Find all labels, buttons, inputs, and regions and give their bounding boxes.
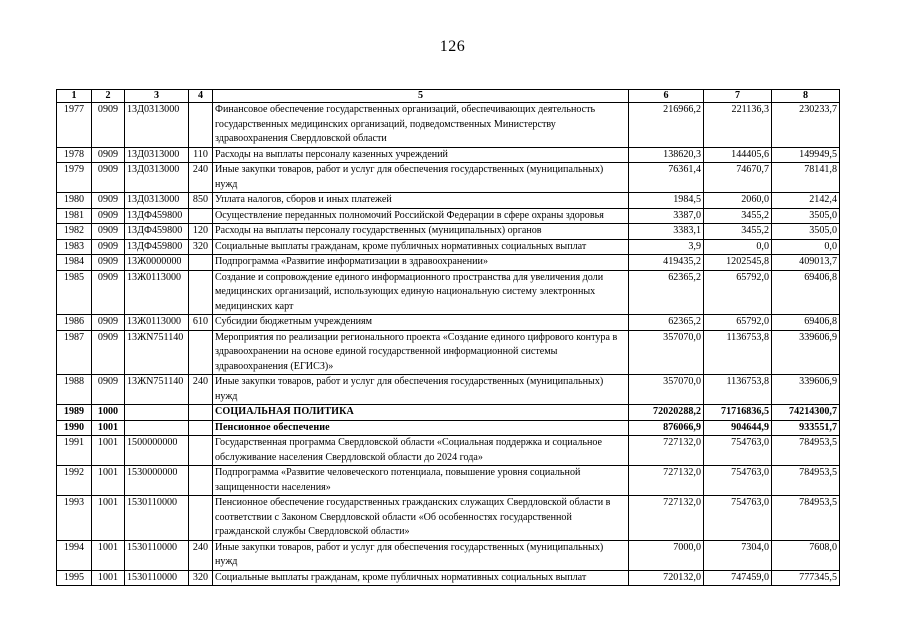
row-number-cell: 1988 [57, 375, 92, 405]
row-number-cell: 1981 [57, 208, 92, 224]
column-header: 1 [57, 90, 92, 103]
amount-2023-cell: 65792,0 [704, 270, 772, 315]
amount-2024-cell: 784953,5 [772, 466, 840, 496]
amount-2024-cell: 78141,8 [772, 163, 840, 193]
description-cell: Создание и сопровождение единого информационного пространства для увеличения доли медицинских организаций, использующих единую национальную систему электронных медицинских карт [213, 270, 629, 315]
table-row [57, 239, 840, 255]
table-row [57, 420, 840, 436]
expense-type-cell: 320 [189, 239, 213, 255]
expense-type-cell [189, 330, 213, 375]
description-cell: Иные закупки товаров, работ и услуг для обеспечения государственных (муниципальных) нужд [213, 163, 629, 193]
row-number-cell: 1978 [57, 147, 92, 163]
target-item-cell: 13ДФ459800 [125, 224, 189, 240]
column-header: 5 [213, 90, 629, 103]
table-row [57, 540, 840, 570]
column-header: 4 [189, 90, 213, 103]
section-code-cell: 1001 [92, 540, 125, 570]
row-number-cell: 1986 [57, 315, 92, 331]
target-item-cell: 13Ж0113000 [125, 315, 189, 331]
amount-2023-cell: 904644,9 [704, 420, 772, 436]
section-code-cell: 0909 [92, 270, 125, 315]
column-header: 8 [772, 90, 840, 103]
expense-type-cell: 120 [189, 224, 213, 240]
amount-2022-cell: 72020288,2 [629, 405, 704, 421]
description-cell: Финансовое обеспечение государственных организаций, обеспечивающих деятельность государственных медицинских организаций, подведомственных Министерству здравоохранения Свердловской области [213, 103, 629, 148]
amount-2024-cell: 7608,0 [772, 540, 840, 570]
row-number-cell: 1979 [57, 163, 92, 193]
expense-type-cell: 240 [189, 375, 213, 405]
description-cell: Иные закупки товаров, работ и услуг для обеспечения государственных (муниципальных) нужд [213, 375, 629, 405]
description-cell: Государственная программа Свердловской области «Социальная поддержка и социальное обслуживание населения Свердловской области до 2024 года» [213, 436, 629, 466]
amount-2022-cell: 76361,4 [629, 163, 704, 193]
table-row [57, 330, 840, 375]
expense-type-cell [189, 436, 213, 466]
target-item-cell: 1530110000 [125, 570, 189, 586]
amount-2022-cell: 216966,2 [629, 103, 704, 148]
amount-2023-cell: 2060,0 [704, 193, 772, 209]
row-number-cell: 1989 [57, 405, 92, 421]
amount-2023-cell: 747459,0 [704, 570, 772, 586]
amount-2024-cell: 339606,9 [772, 330, 840, 375]
amount-2023-cell: 3455,2 [704, 208, 772, 224]
section-code-cell: 0909 [92, 315, 125, 331]
section-code-cell: 1001 [92, 420, 125, 436]
amount-2022-cell: 357070,0 [629, 375, 704, 405]
amount-2024-cell: 0,0 [772, 239, 840, 255]
amount-2023-cell: 754763,0 [704, 496, 772, 541]
expense-type-cell: 240 [189, 163, 213, 193]
description-cell: Подпрограмма «Развитие человеческого потенциала, повышение уровня социальной защищенности населения» [213, 466, 629, 496]
description-cell: Пенсионное обеспечение [213, 420, 629, 436]
description-cell: Расходы на выплаты персоналу казенных учреждений [213, 147, 629, 163]
amount-2022-cell: 3383,1 [629, 224, 704, 240]
column-header: 7 [704, 90, 772, 103]
section-code-cell: 1001 [92, 570, 125, 586]
amount-2023-cell: 1202545,8 [704, 255, 772, 271]
amount-2022-cell: 3387,0 [629, 208, 704, 224]
amount-2023-cell: 754763,0 [704, 466, 772, 496]
section-code-cell: 1001 [92, 496, 125, 541]
target-item-cell: 1530000000 [125, 466, 189, 496]
section-code-cell: 0909 [92, 375, 125, 405]
amount-2023-cell: 1136753,8 [704, 330, 772, 375]
table-row [57, 224, 840, 240]
target-item-cell: 1500000000 [125, 436, 189, 466]
amount-2024-cell: 784953,5 [772, 496, 840, 541]
amount-2022-cell: 720132,0 [629, 570, 704, 586]
expense-type-cell [189, 255, 213, 271]
table-row [57, 255, 840, 271]
target-item-cell: 13Ж0000000 [125, 255, 189, 271]
amount-2023-cell: 144405,6 [704, 147, 772, 163]
amount-2022-cell: 3,9 [629, 239, 704, 255]
description-cell: Мероприятия по реализации регионального проекта «Создание единого цифрового контура в здравоохранении на основе единой государственной информационной системы здравоохранения (ЕГИСЗ)» [213, 330, 629, 375]
expense-type-cell: 850 [189, 193, 213, 209]
row-number-cell: 1980 [57, 193, 92, 209]
amount-2024-cell: 149949,5 [772, 147, 840, 163]
description-cell: Осуществление переданных полномочий Российской Федерации в сфере охраны здоровья [213, 208, 629, 224]
table-row [57, 208, 840, 224]
expense-type-cell: 110 [189, 147, 213, 163]
amount-2024-cell: 339606,9 [772, 375, 840, 405]
row-number-cell: 1987 [57, 330, 92, 375]
target-item-cell: 13Ж0113000 [125, 270, 189, 315]
amount-2023-cell: 0,0 [704, 239, 772, 255]
table-row [57, 375, 840, 405]
amount-2023-cell: 754763,0 [704, 436, 772, 466]
description-cell: Социальные выплаты гражданам, кроме публичных нормативных социальных выплат [213, 239, 629, 255]
expense-type-cell [189, 270, 213, 315]
column-header: 6 [629, 90, 704, 103]
section-code-cell: 1001 [92, 466, 125, 496]
amount-2024-cell: 74214300,7 [772, 405, 840, 421]
column-header: 3 [125, 90, 189, 103]
description-cell: Субсидии бюджетным учреждениям [213, 315, 629, 331]
target-item-cell [125, 420, 189, 436]
section-code-cell: 0909 [92, 330, 125, 375]
amount-2023-cell: 7304,0 [704, 540, 772, 570]
description-cell: Подпрограмма «Развитие информатизации в здравоохранении» [213, 255, 629, 271]
section-code-cell: 0909 [92, 147, 125, 163]
amount-2022-cell: 62365,2 [629, 270, 704, 315]
target-item-cell: 13Д0313000 [125, 103, 189, 148]
section-code-cell: 0909 [92, 255, 125, 271]
target-item-cell: 13Д0313000 [125, 163, 189, 193]
target-item-cell: 13ЖN751140 [125, 330, 189, 375]
amount-2024-cell: 3505,0 [772, 208, 840, 224]
target-item-cell: 13ЖN751140 [125, 375, 189, 405]
description-cell: Пенсионное обеспечение государственных гражданских служащих Свердловской области в соответствии с Законом Свердловской области «Об особенностях государственной гражданской службы Свердловской области» [213, 496, 629, 541]
row-number-cell: 1994 [57, 540, 92, 570]
amount-2022-cell: 419435,2 [629, 255, 704, 271]
table-row [57, 103, 840, 148]
description-cell: Уплата налогов, сборов и иных платежей [213, 193, 629, 209]
section-code-cell: 0909 [92, 224, 125, 240]
amount-2023-cell: 65792,0 [704, 315, 772, 331]
row-number-cell: 1977 [57, 103, 92, 148]
target-item-cell: 13ДФ459800 [125, 208, 189, 224]
amount-2024-cell: 777345,5 [772, 570, 840, 586]
target-item-cell: 13Д0313000 [125, 147, 189, 163]
target-item-cell [125, 405, 189, 421]
expense-type-cell: 610 [189, 315, 213, 331]
table-row [57, 405, 840, 421]
amount-2023-cell: 1136753,8 [704, 375, 772, 405]
amount-2023-cell: 3455,2 [704, 224, 772, 240]
amount-2022-cell: 727132,0 [629, 496, 704, 541]
amount-2022-cell: 876066,9 [629, 420, 704, 436]
row-number-cell: 1984 [57, 255, 92, 271]
row-number-cell: 1995 [57, 570, 92, 586]
section-code-cell: 0909 [92, 193, 125, 209]
row-number-cell: 1990 [57, 420, 92, 436]
amount-2024-cell: 784953,5 [772, 436, 840, 466]
description-cell: СОЦИАЛЬНАЯ ПОЛИТИКА [213, 405, 629, 421]
target-item-cell: 1530110000 [125, 496, 189, 541]
expense-type-cell [189, 496, 213, 541]
row-number-cell: 1985 [57, 270, 92, 315]
amount-2022-cell: 62365,2 [629, 315, 704, 331]
section-code-cell: 1001 [92, 436, 125, 466]
budget-table [56, 89, 840, 586]
amount-2022-cell: 357070,0 [629, 330, 704, 375]
amount-2022-cell: 7000,0 [629, 540, 704, 570]
amount-2022-cell: 138620,3 [629, 147, 704, 163]
amount-2024-cell: 230233,7 [772, 103, 840, 148]
table-row [57, 163, 840, 193]
table-row [57, 466, 840, 496]
section-code-cell: 0909 [92, 239, 125, 255]
amount-2024-cell: 69406,8 [772, 315, 840, 331]
amount-2024-cell: 409013,7 [772, 255, 840, 271]
description-cell: Иные закупки товаров, работ и услуг для обеспечения государственных (муниципальных) нужд [213, 540, 629, 570]
amount-2022-cell: 727132,0 [629, 436, 704, 466]
expense-type-cell [189, 420, 213, 436]
row-number-cell: 1993 [57, 496, 92, 541]
column-header: 2 [92, 90, 125, 103]
page-number: 126 [439, 38, 466, 55]
target-item-cell: 1530110000 [125, 540, 189, 570]
expense-type-cell: 320 [189, 570, 213, 586]
row-number-cell: 1983 [57, 239, 92, 255]
amount-2024-cell: 2142,4 [772, 193, 840, 209]
amount-2022-cell: 1984,5 [629, 193, 704, 209]
amount-2023-cell: 221136,3 [704, 103, 772, 148]
target-item-cell: 13ДФ459800 [125, 239, 189, 255]
table-row [57, 496, 840, 541]
table-row [57, 270, 840, 315]
amount-2024-cell: 933551,7 [772, 420, 840, 436]
expense-type-cell [189, 405, 213, 421]
amount-2023-cell: 71716836,5 [704, 405, 772, 421]
expense-type-cell [189, 208, 213, 224]
table-header-row [57, 90, 840, 103]
amount-2024-cell: 3505,0 [772, 224, 840, 240]
section-code-cell: 0909 [92, 208, 125, 224]
amount-2024-cell: 69406,8 [772, 270, 840, 315]
table-row [57, 315, 840, 331]
table-row [57, 436, 840, 466]
expense-type-cell [189, 466, 213, 496]
section-code-cell: 1000 [92, 405, 125, 421]
section-code-cell: 0909 [92, 103, 125, 148]
description-cell: Расходы на выплаты персоналу государственных (муниципальных) органов [213, 224, 629, 240]
row-number-cell: 1982 [57, 224, 92, 240]
expense-type-cell [189, 103, 213, 148]
amount-2022-cell: 727132,0 [629, 466, 704, 496]
row-number-cell: 1991 [57, 436, 92, 466]
amount-2023-cell: 74670,7 [704, 163, 772, 193]
description-cell: Социальные выплаты гражданам, кроме публичных нормативных социальных выплат [213, 570, 629, 586]
table-row [57, 147, 840, 163]
table-row [57, 570, 840, 586]
target-item-cell: 13Д0313000 [125, 193, 189, 209]
table-row [57, 193, 840, 209]
row-number-cell: 1992 [57, 466, 92, 496]
expense-type-cell: 240 [189, 540, 213, 570]
section-code-cell: 0909 [92, 163, 125, 193]
